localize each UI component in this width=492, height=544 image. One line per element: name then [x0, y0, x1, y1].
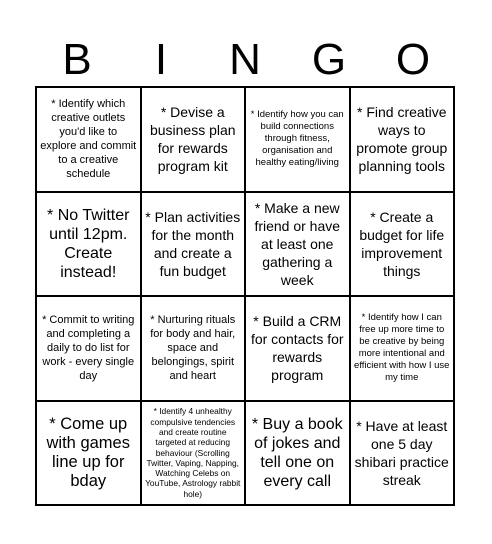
bingo-cell-10[interactable] — [141, 296, 246, 401]
cell-text: * Have at least one 5 day shibari practice streak — [354, 417, 449, 488]
bingo-cell-6[interactable] — [141, 192, 246, 297]
cell-text: * Find creative ways to promote group planning tools — [356, 104, 448, 175]
bingo-cell-1[interactable] — [36, 87, 141, 192]
bingo-cell-8[interactable] — [350, 192, 455, 297]
header-letter-o: O — [395, 35, 431, 84]
header-letter-g: G — [311, 35, 347, 84]
cell-text: * Identify 4 unhealthy compulsive tendencies and create routine targeted at reducing behaviour (Scrolling Twitter, Vaping, Napping, Watching Celebs on YouTube, Astrology rabbit hole) — [145, 406, 241, 499]
bingo-cell-13[interactable] — [36, 401, 141, 506]
bingo-cell-14[interactable] — [141, 401, 246, 506]
cell-text: * Nurturing rituals for body and hair, space and belongings, spirit and heart — [150, 314, 236, 383]
bingo-cell-5[interactable] — [36, 192, 141, 297]
cell-text: * No Twitter until 12pm. Create instead! — [47, 206, 130, 281]
bingo-cell-3[interactable] — [245, 87, 350, 192]
bingo-grid — [35, 86, 455, 506]
cell-text: * Identify how I can free up more time to be creative by being more intentional and efficient with how I use my time — [354, 312, 450, 384]
cell-text: * Come up with games line up for bday — [46, 414, 130, 490]
cell-text: * Identify which creative outlets you'd like to explore and commit to a creative schedule — [40, 98, 137, 181]
cell-text: * Identify how you can build connections through fitness, organisation and healthy eating/living — [250, 109, 344, 169]
cell-text: * Buy a book of jokes and tell one on every call — [251, 415, 343, 490]
cell-text: * Commit to writing and completing a daily to do list for work - every single day — [42, 314, 135, 383]
cell-text: * Create a budget for life improvement things — [359, 208, 445, 279]
bingo-cell-15[interactable] — [245, 401, 350, 506]
bingo-header — [35, 34, 455, 86]
bingo-cell-4[interactable] — [350, 87, 455, 192]
cell-text: * Build a CRM for contacts for rewards program — [250, 313, 344, 384]
bingo-cell-9[interactable] — [36, 296, 141, 401]
cell-text: * Plan activities for the month and create a fun budget — [145, 208, 241, 279]
cell-text: * Devise a business plan for rewards program kit — [149, 104, 236, 175]
bingo-cell-12[interactable] — [350, 296, 455, 401]
bingo-cell-16[interactable] — [350, 401, 455, 506]
header-letter-n: N — [229, 35, 261, 84]
cell-text: * Make a new friend or have at least one gathering a week — [254, 199, 341, 288]
header-letter-i: I — [154, 35, 168, 84]
bingo-cell-2[interactable] — [141, 87, 246, 192]
bingo-cell-7[interactable] — [245, 192, 350, 297]
header-letter-b: B — [62, 35, 92, 84]
bingo-cell-11[interactable] — [245, 296, 350, 401]
